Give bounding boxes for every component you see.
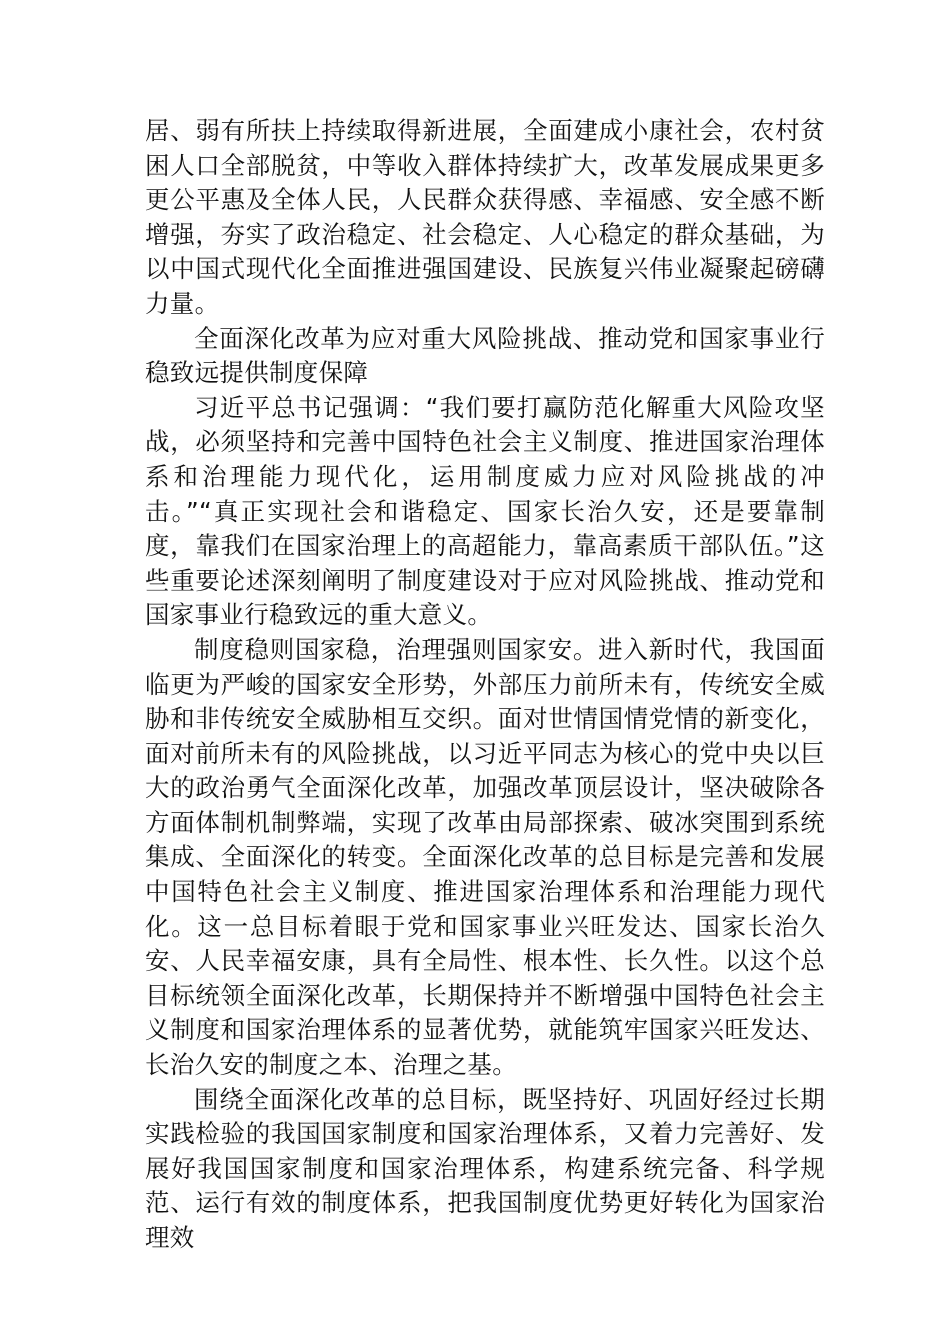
paragraph-1: 居、弱有所扶上持续取得新进展，全面建成小康社会，农村贫困人口全部脱贫，中等收入群体持续扩大，改革发展成果更多更公平惠及全体人民，人民群众获得感、幸福感、安全感不断增强，夯实了政治稳定、社会稳定、人心稳定的群众基础，为以中国式现代化全面推进强国建设、民族复兴伟业凝聚起磅礴力量。 [145, 116, 825, 318]
section-heading: 全面深化改革为应对重大风险挑战、推动党和国家事业行稳致远提供制度保障 [145, 323, 825, 388]
paragraph-4: 围绕全面深化改革的总目标，既坚持好、巩固好经过长期实践检验的我国国家制度和国家治理体系，又着力完善好、发展好我国国家制度和国家治理体系，构建系统完备、科学规范、运行有效的制度体系，把我国制度优势更好转化为国家治理效 [145, 1084, 825, 1252]
document-body [145, 114, 825, 1256]
paragraph-3: 制度稳则国家稳，治理强则国家安。进入新时代，我国面临更为严峻的国家安全形势，外部压力前所未有，传统安全威胁和非传统安全威胁相互交织。面对世情国情党情的新变化，面对前所未有的风险挑战，以习近平同志为核心的党中央以巨大的政治勇气全面深化改革，加强改革顶层设计，坚决破除各方面体制机制弊端，实现了改革由局部探索、破冰突围到系统集成、全面深化的转变。全面深化改革的总目标是完善和发展中国特色社会主义制度、推进国家治理体系和治理能力现代化。这一总目标着眼于党和国家事业兴旺发达、国家长治久安、人民幸福安康，具有全局性、根本性、长久性。以这个总目标统领全面深化改革，长期保持并不断增强中国特色社会主义制度和国家治理体系的显著优势，就能筑牢国家兴旺发达、长治久安的制度之本、治理之基。 [145, 634, 825, 1080]
paragraph-2: 习近平总书记强调：“我们要打赢防范化解重大风险攻坚战，必须坚持和完善中国特色社会主义制度、推进国家治理体系和治理能力现代化，运用制度威力应对风险挑战的冲击。”“真正实现社会和谐稳定、国家长治久安，还是要靠制度，靠我们在国家治理上的高超能力，靠高素质干部队伍。”这些重要论述深刻阐明了制度建设对于应对风险挑战、推动党和国家事业行稳致远的重大意义。 [145, 392, 825, 630]
